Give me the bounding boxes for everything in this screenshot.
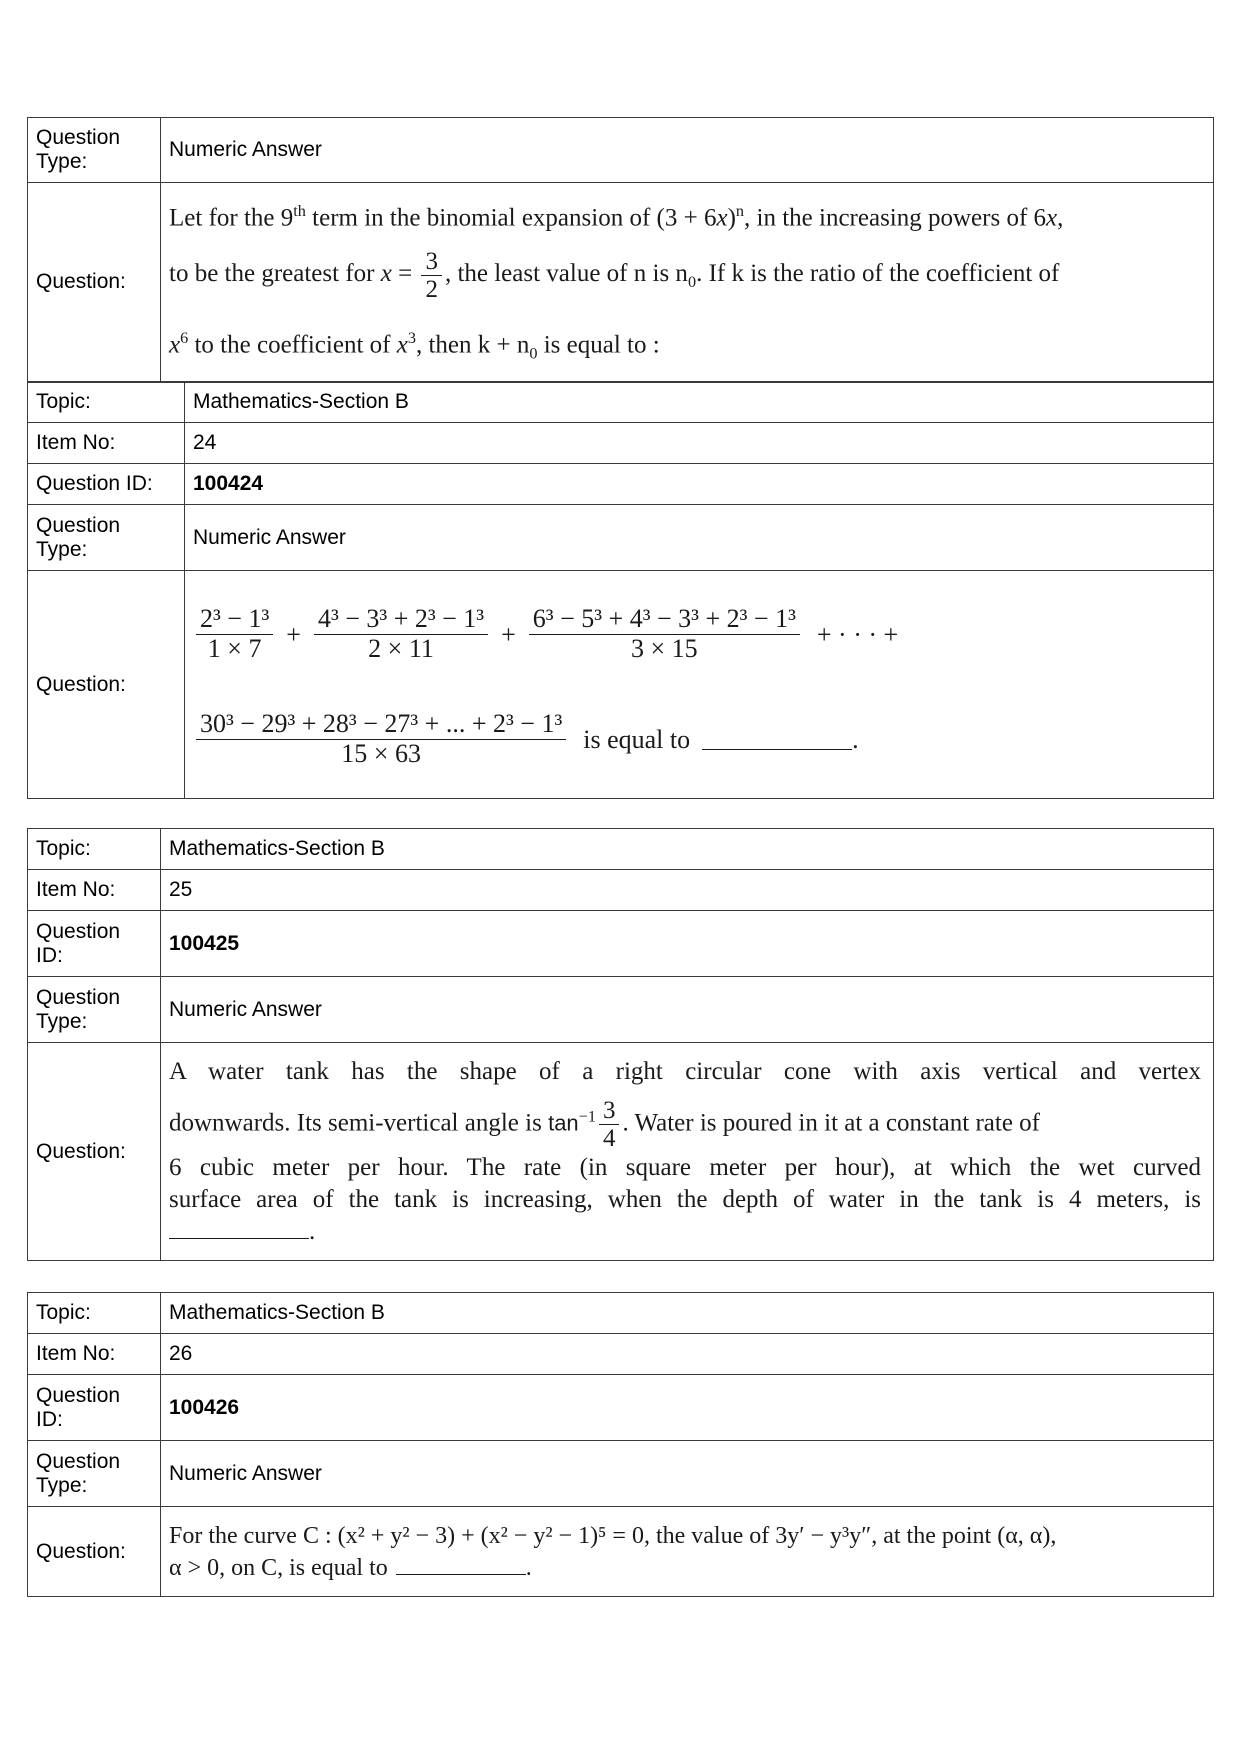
topic-value: Mathematics-Section B — [161, 1293, 1214, 1334]
question-line-3: $x^6$ to the coefficient of $x^3$, then $k + n_0$ is equal to : — [169, 329, 660, 363]
question-id-label: Question ID: — [28, 911, 161, 977]
question-type-value: Numeric Answer — [161, 977, 1214, 1043]
question-block-23 — [27, 117, 1214, 383]
topic-label: Topic: — [28, 1293, 161, 1334]
question-type-label: Question Type: — [28, 505, 185, 571]
question-line-2: downwards. Its semi-vertical angle is $\tan^{-1}$ $\frac{3}{4}$ . Water is poured in it at a constant rate of — [169, 1096, 1040, 1152]
question-line-2: to be the greatest for x = $\frac{3}{2}$ , the least value of n is $n_0$. If k is the ratio of the coefficient of — [169, 247, 1060, 304]
question-id-label: Question ID: — [28, 1375, 161, 1441]
question-id-label: Question ID: — [28, 464, 185, 505]
series-term-1: $\frac{\text{2³ − 1³}}{1 \times 7}$ — [196, 605, 273, 663]
question-type-label: Question Type: — [28, 977, 161, 1043]
series-term-3: $\frac{\text{6³ − 5³ + 4³ − 3³ + 2³ − 1³}}{3 \times 15}$ — [529, 605, 800, 663]
item-no-value: 26 — [161, 1334, 1214, 1375]
question-label: Question: — [28, 1507, 161, 1597]
topic-label: Topic: — [28, 382, 185, 423]
answer-blank — [396, 1554, 526, 1575]
question-line-3: 6 cubic meter per hour. The rate (in square meter per hour), at which the wet curved — [169, 1153, 1201, 1181]
question-block-26 — [27, 1292, 1214, 1597]
item-no-value: 24 — [185, 423, 1214, 464]
question-line-4: surface area of the tank is increasing, when the depth of water in the tank is 4 meters, is — [169, 1185, 1201, 1213]
question-type-label: Question Type: — [28, 1441, 161, 1507]
question-line-1: For the curve C : (x² + y² − 3) + (x² − y² − 1)⁵ = 0, the value of 3y′ − y³y″, at the point (α, α), — [169, 1522, 1057, 1549]
question-line-1: A water tank has the shape of a right circular cone with axis vertical and vertex — [169, 1057, 1201, 1085]
item-no-label: Item No: — [28, 1334, 161, 1375]
question-line-2: α > 0, on C, is equal to . — [169, 1554, 532, 1581]
answer-blank — [702, 729, 852, 750]
fraction-three-halves: $\frac{3}{2}$ — [421, 248, 442, 304]
series-term-2: $\frac{\text{4³ − 3³ + 2³ − 1³}}{2 \times 11}$ — [314, 605, 488, 663]
question-type-value: Numeric Answer — [161, 1441, 1214, 1507]
question-id-value: 100425 — [161, 911, 1214, 977]
question-label: Question: — [28, 183, 161, 383]
series-term-last: $\frac{\text{30³ − 29³ + 28³ − 27³ + ... + 2³ − 1³}}{15 \times 63}$ — [196, 710, 566, 768]
item-no-label: Item No: — [28, 423, 185, 464]
fraction-three-quarters: $\frac{3}{4}$ — [599, 1097, 620, 1153]
question-type-value: Numeric Answer — [161, 118, 1214, 183]
topic-label: Topic: — [28, 829, 161, 870]
question-label: Question: — [28, 1043, 161, 1261]
question-text — [161, 1043, 1214, 1261]
question-text — [185, 571, 1214, 799]
question-block-24 — [27, 381, 1214, 799]
item-no-label: Item No: — [28, 870, 161, 911]
topic-value: Mathematics-Section B — [161, 829, 1214, 870]
question-text — [161, 1507, 1214, 1597]
answer-blank — [169, 1218, 309, 1239]
question-id-value: 100426 — [161, 1375, 1214, 1441]
item-no-value: 25 — [161, 870, 1214, 911]
question-text — [161, 183, 1214, 383]
question-line-1: Let for the 9th term in the binomial expansion of $(3 + 6x)^n$, in the increasing powers of 6x, — [169, 202, 1064, 232]
question-block-25 — [27, 828, 1214, 1261]
question-line-5: . — [169, 1216, 1201, 1248]
question-id-value: 100424 — [185, 464, 1214, 505]
question-type-value: Numeric Answer — [185, 505, 1214, 571]
series-line-1: $\frac{\text{2³ − 1³}}{1 \times 7}$ + $\frac{\text{4³ − 3³ + 2³ − 1³}}{2 \times 11}$ + $\frac{\text{6³ − 5³ + 4³ − 3³ + 2³ − 1³}}{3 \times 15}$ + · · · + — [193, 580, 1205, 690]
question-label: Question: — [28, 571, 185, 799]
question-type-label: Question Type: — [28, 118, 161, 183]
topic-value: Mathematics-Section B — [185, 382, 1214, 423]
series-line-2: $\frac{\text{30³ − 29³ + 28³ − 27³ + ... + 2³ − 1³}}{15 \times 63}$ is equal to . — [193, 690, 1205, 790]
